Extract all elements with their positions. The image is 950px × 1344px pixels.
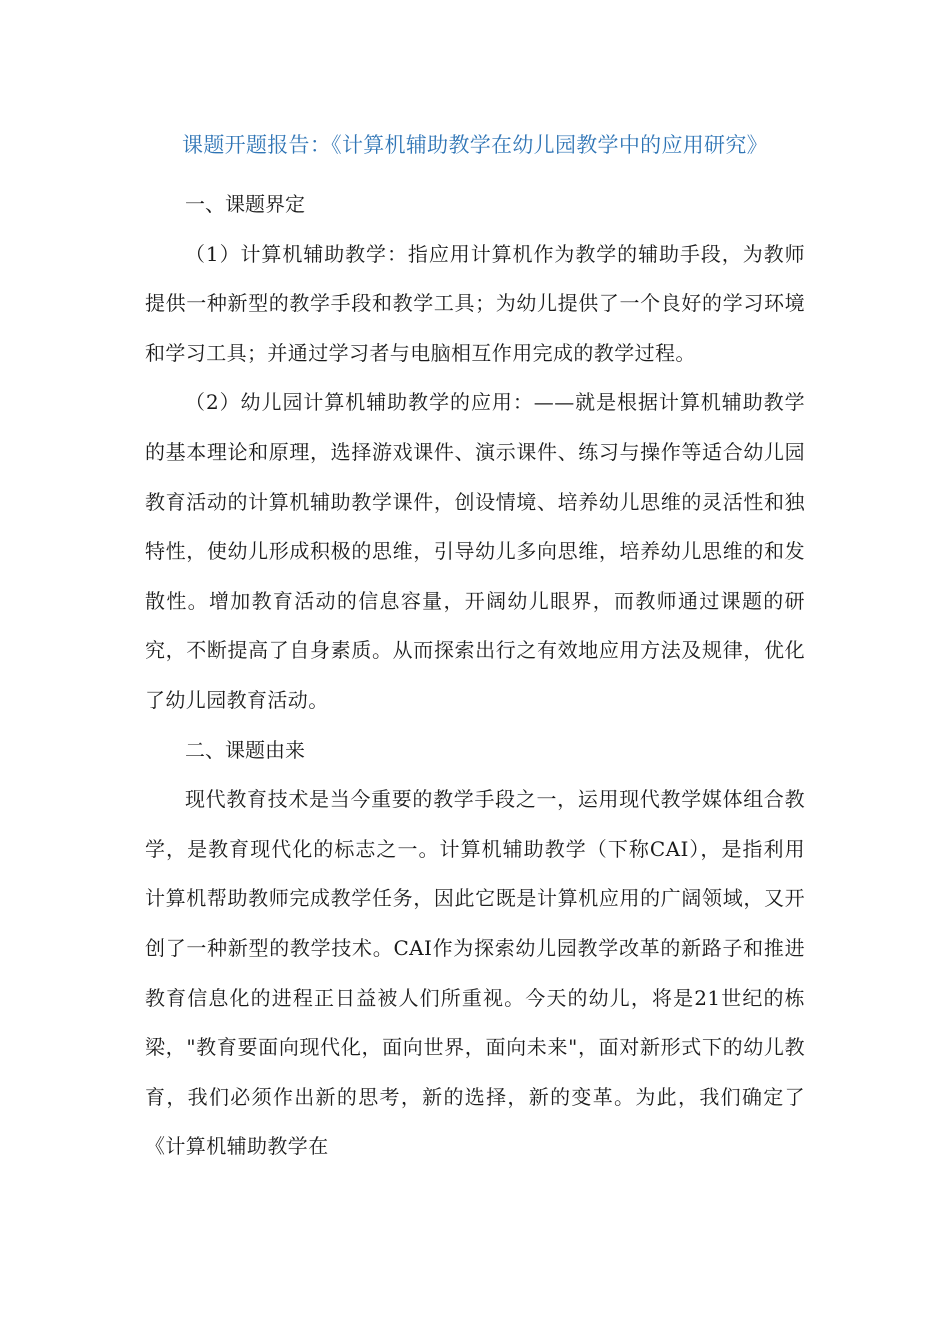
paragraph-kindergarten-application: （2）幼儿园计算机辅助教学的应用：——就是根据计算机辅助教学的基本理论和原理，选择游戏课件、演示课件、练习与操作等适合幼儿园教育活动的计算机辅助教学课件，创设情境、培养幼儿思维的灵活性和独特性，使幼儿形成积极的思维，引导幼儿多向思维，培养幼儿思维的和发散性。增加教育活动的信息容量，开阔幼儿眼界，而教师通过课题的研究，不断提高了自身素质。从而探索出行之有效地应用方法及规律，优化了幼儿园教育活动。 <box>145 390 805 712</box>
document-title: 课题开题报告：《计算机辅助教学在幼儿园教学中的应用研究》 <box>182 133 768 157</box>
section-heading-definition: 一、课题界定 <box>185 192 305 216</box>
document-body <box>145 180 805 1172</box>
paragraph-origin: 现代教育技术是当今重要的教学手段之一，运用现代教学媒体组合教学，是教育现代化的标志之一。计算机辅助教学（下称CAI），是指利用计算机帮助教师完成教学任务，因此它既是计算机应用的广阔领域，又开创了一种新型的教学技术。CAI作为探索幼儿园教学改革的新路子和推进教育信息化的进程正日益被人们所重视。今天的幼儿，将是21世纪的栋梁，"教育要面向现代化，面向世界，面向未来"，面对新形式下的幼儿教育，我们必须作出新的思考，新的选择，新的变革。为此，我们确定了《计算机辅助教学在 <box>145 787 805 1159</box>
paragraph-cai-definition: （1）计算机辅助教学：指应用计算机作为教学的辅助手段，为教师提供一种新型的教学手段和教学工具；为幼儿提供了一个良好的学习环境和学习工具；并通过学习者与电脑相互作用完成的教学过程。 <box>145 241 805 365</box>
section-heading-origin: 二、课题由来 <box>185 737 305 762</box>
